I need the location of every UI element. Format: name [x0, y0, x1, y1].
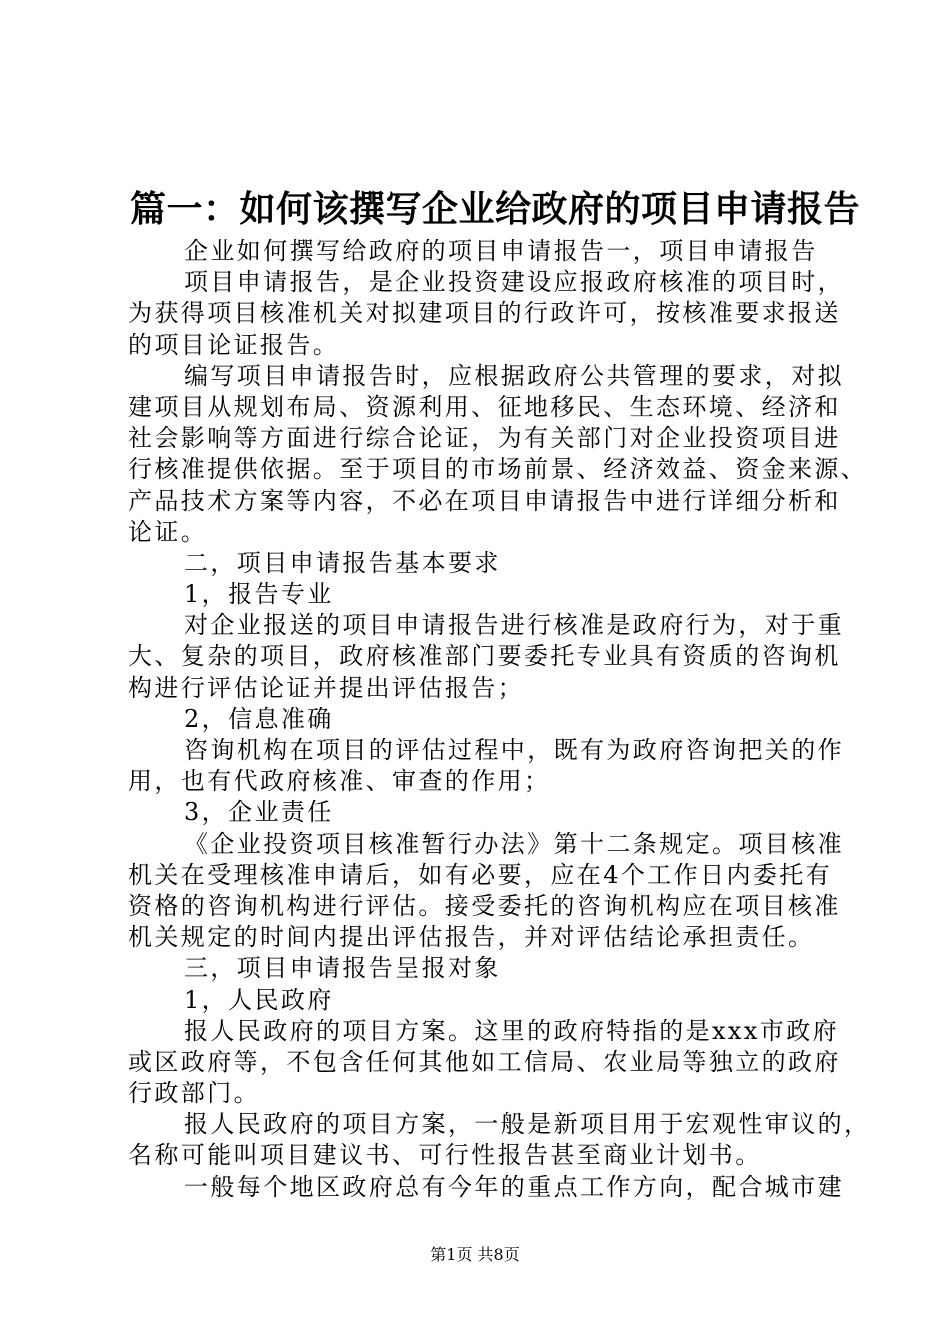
body-line: 资格的咨询机构进行评估。接受委托的咨询机构应在项目核准: [128, 891, 841, 920]
body-line: 构进行评估论证并提出评估报告；: [128, 673, 524, 702]
body-line: 为获得项目核准机关对拟建项目的行政许可，按核准要求报送: [128, 299, 841, 328]
body-line: 名称可能叫项目建议书、可行性报告甚至商业计划书。: [128, 1141, 762, 1170]
body-line: 机关在受理核准申请后，如有必要，应在4个工作日内委托有: [128, 860, 833, 889]
body-line: 项目申请报告，是企业投资建设应报政府核准的项目时，: [184, 268, 844, 297]
body-line: 报人民政府的项目方案。这里的政府特指的是xxx市政府: [184, 1016, 840, 1045]
body-line: 《企业投资项目核准暂行办法》第十二条规定。项目核准: [184, 829, 844, 858]
body-line: 用，也有代政府核准、审查的作用；: [128, 767, 551, 796]
body-line: 行核准提供依据。至于项目的市场前景、经济效益、资金来源、: [128, 455, 868, 484]
document-body: [128, 236, 871, 1203]
subsection-heading: 2，信息准确: [184, 704, 334, 733]
subsection-heading: 1，报告专业: [184, 580, 334, 609]
body-line: 社会影响等方面进行综合论证，为有关部门对企业投资项目进: [128, 424, 841, 453]
body-line: 建项目从规划布局、资源利用、征地移民、生态环境、经济和: [128, 392, 841, 421]
body-line: 大、复杂的项目，政府核准部门要委托专业具有资质的咨询机: [128, 642, 841, 671]
body-line: 行政部门。: [128, 1079, 260, 1108]
section-heading: 三，项目申请报告呈报对象: [184, 954, 501, 983]
body-line: 编写项目申请报告时，应根据政府公共管理的要求，对拟: [184, 361, 844, 390]
subsection-heading: 1，人民政府: [184, 985, 334, 1014]
subsection-heading: 3，企业责任: [184, 798, 334, 827]
body-line: 产品技术方案等内容，不必在项目申请报告中进行详细分析和: [128, 486, 841, 515]
body-line: 咨询机构在项目的评估过程中，既有为政府咨询把关的作: [184, 736, 844, 764]
page-footer: 第1页 共8页: [430, 1245, 520, 1264]
body-line: 企业如何撰写给政府的项目申请报告一，项目申请报告: [184, 237, 818, 265]
body-line: 一般每个地区政府总有今年的重点工作方向，配合城市建: [184, 1172, 844, 1201]
document-title: 篇一：如何该撰写企业给政府的项目申请报告: [130, 188, 861, 230]
body-line: 论证。: [128, 517, 208, 546]
body-line: 机关规定的时间内提出评估报告，并对评估结论承担责任。: [128, 923, 815, 952]
body-line: 的项目论证报告。: [128, 330, 340, 359]
body-line: 报人民政府的项目方案，一般是新项目用于宏观性审议的，: [184, 1110, 871, 1139]
section-heading: 二，项目申请报告基本要求: [184, 548, 501, 577]
body-line: 对企业报送的项目申请报告进行核准是政府行为，对于重: [184, 611, 844, 640]
body-line: 或区政府等，不包含任何其他如工信局、农业局等独立的政府: [128, 1047, 841, 1076]
